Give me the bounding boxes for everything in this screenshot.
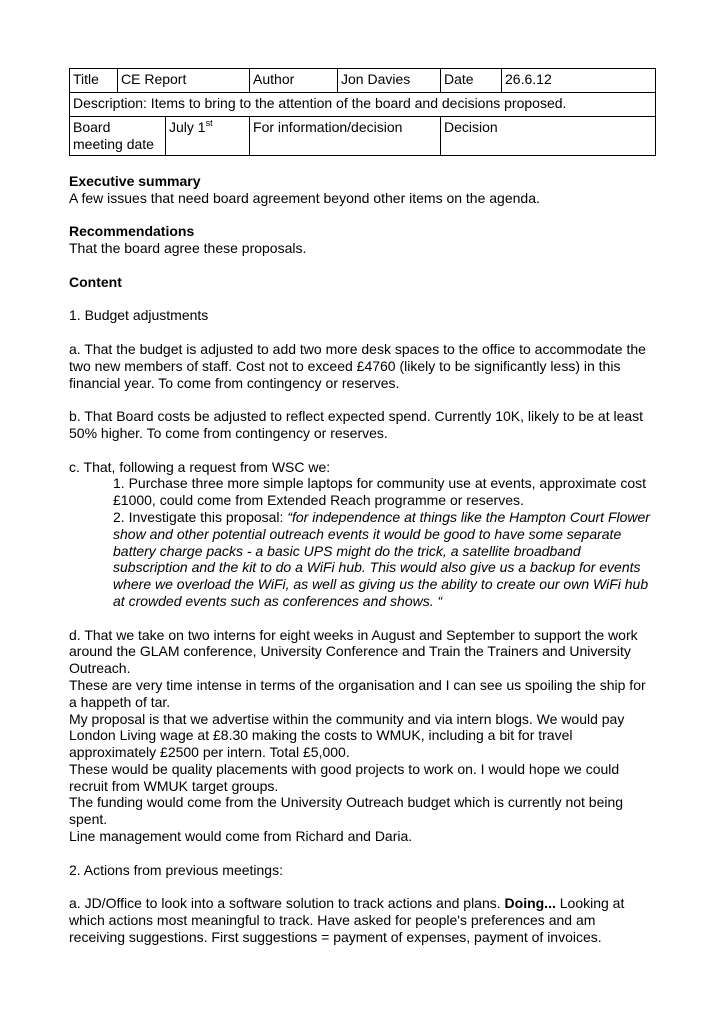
budget-item-d: d. That we take on two interns for eight weeks in August and September to support the work around the GLAM conference, University Conference and Train the Trainers and University Outreach. [69, 626, 638, 677]
description-cell: Description: Items to bring to the attention of the board and decisions proposed. [70, 93, 656, 117]
action-item-a [69, 895, 655, 945]
document-page [69, 68, 655, 946]
executive-summary-heading: Executive summary [69, 173, 201, 189]
info-decision-value: Decision [441, 117, 656, 156]
action-item-a-prefix: a. JD/Office to look into a software solution to track actions and plans. [69, 895, 505, 912]
executive-summary-text: A few issues that need board agreement beyond other items on the agenda. [69, 189, 540, 206]
section-actions-title: 2. Actions from previous meetings: [69, 861, 283, 878]
budget-item-c-intro: c. That, following a request from WSC we: [69, 458, 331, 475]
board-meeting-label: Board meeting date [70, 117, 166, 156]
budget-item-c-2 [69, 509, 655, 610]
section-budget-adjustments-title: 1. Budget adjustments [69, 307, 209, 324]
recommendations-text: That the board agree these proposals. [69, 240, 307, 257]
budget-item-d-paragraph-2: These are very time intense in terms of the organisation and I can see us spoiling the ship for a happeth of tar. [69, 676, 646, 710]
date-value: 26.6.12 [502, 69, 656, 93]
board-meeting-value [166, 117, 250, 156]
budget-item-b: b. That Board costs be adjusted to reflect expected spend. Currently 10K, likely to be at least 50% higher. To come from contingency or reserves. [69, 408, 644, 441]
board-meeting-date-suffix: st [205, 118, 213, 128]
title-label: Title [70, 69, 118, 93]
action-item-a-suffix: Looking at which actions most meaningful to track. Have asked for people's preferences and am receiving suggestions. First suggestions = payment of expenses, payment of invoices. [69, 895, 625, 945]
budget-item-d-paragraph-4: These would be quality placements with good projects to work on. I would hope we could recruit from WMUK target groups. [69, 760, 620, 794]
info-decision-label: For information/decision [250, 117, 441, 156]
budget-item-c-2-quote: “for independence at things like the Hampton Court Flower show and other potential outreach events it would be good to have some separate battery charge packs - a basic UPS might do the trick, a satellite broadband subscription and the kit to do a WiFi hub. This would also give us a backup for events where we overload the WiFi, as well as giving us the ability to create our own WiFi hub at crowded events such as conferences and shows. “ [113, 508, 650, 609]
report-meta-table [69, 68, 656, 156]
budget-item-c-1: 1. Purchase three more simple laptops for community use at events, approximate cost £1000, could come from Extended Reach programme or reserves. [113, 475, 647, 509]
budget-item-a: a. That the budget is adjusted to add two more desk spaces to the office to accommodate the two new members of staff. Cost not to exceed £4760 (likely to be significantly less) in this financial year. To come from contingency or reserves. [69, 340, 646, 391]
action-item-a-status: Doing... [504, 895, 556, 912]
content-heading: Content [69, 273, 122, 290]
title-value: CE Report [118, 69, 250, 93]
board-meeting-date: July 1 [169, 119, 206, 135]
date-label: Date [441, 69, 502, 93]
author-value: Jon Davies [338, 69, 441, 93]
budget-item-d-paragraph-3: My proposal is that we advertise within the community and via intern blogs. We would pay London Living wage at £8.30 making the costs to WMUK, including a bit for travel approximately £2500 per intern. Total £5,000. [69, 710, 625, 761]
budget-item-d-paragraph-5: The funding would come from the University Outreach budget which is currently not being spent. [69, 794, 624, 828]
budget-item-d-paragraph-6: Line management would come from Richard and Daria. [69, 828, 413, 845]
budget-item-c-2-prefix: 2. Investigate this proposal: [113, 508, 288, 525]
author-label: Author [250, 69, 338, 93]
recommendations-heading: Recommendations [69, 223, 195, 240]
